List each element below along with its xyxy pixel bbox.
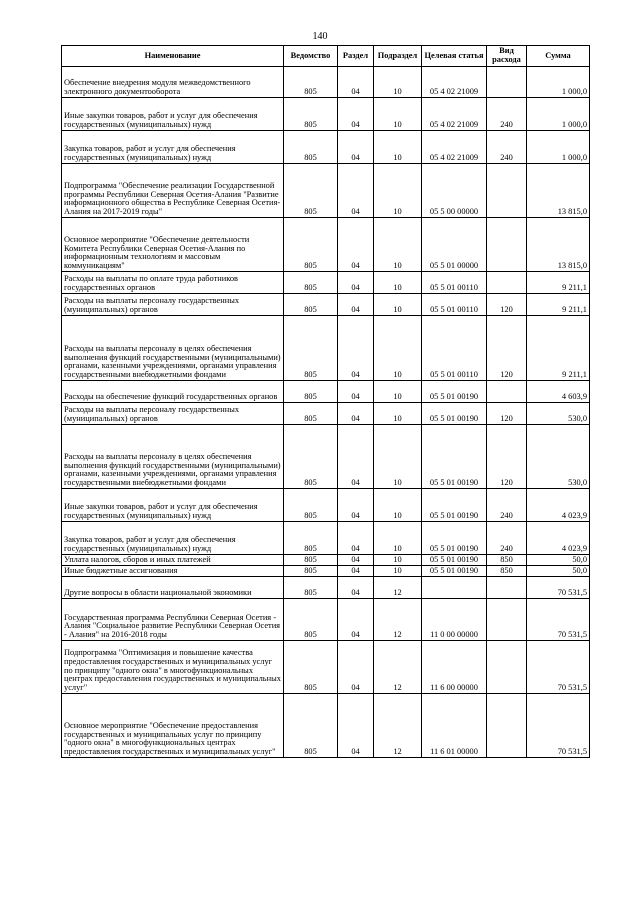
cell-vedomstvo: 805 [284, 316, 338, 381]
table-row [62, 694, 590, 758]
cell-vid [487, 641, 527, 694]
cell-razdel: 04 [338, 131, 374, 164]
cell-podrazdel: 10 [374, 522, 422, 555]
cell-podrazdel: 10 [374, 403, 422, 425]
cell-celevaya: 05 5 01 00190 [422, 381, 487, 403]
cell-vedomstvo: 805 [284, 577, 338, 599]
cell-razdel: 04 [338, 599, 374, 641]
cell-podrazdel: 10 [374, 425, 422, 489]
cell-razdel: 04 [338, 272, 374, 294]
cell-vedomstvo: 805 [284, 599, 338, 641]
cell-podrazdel: 10 [374, 566, 422, 577]
table-row [62, 403, 590, 425]
table-row [62, 67, 590, 98]
cell-celevaya: 05 5 01 00190 [422, 522, 487, 555]
cell-vid [487, 381, 527, 403]
cell-name: Расходы на выплаты персоналу государственных (муниципальных) органов [62, 403, 284, 425]
cell-celevaya: 05 4 02 21009 [422, 67, 487, 98]
table-row [62, 522, 590, 555]
cell-celevaya: 11 0 00 00000 [422, 599, 487, 641]
cell-summa: 4 603,9 [527, 381, 590, 403]
cell-vid: 850 [487, 555, 527, 566]
cell-vedomstvo: 805 [284, 403, 338, 425]
cell-razdel: 04 [338, 403, 374, 425]
header-razdel: Раздел [338, 46, 374, 67]
table-row [62, 98, 590, 131]
cell-vedomstvo: 805 [284, 566, 338, 577]
cell-razdel: 04 [338, 67, 374, 98]
cell-vedomstvo: 805 [284, 164, 338, 218]
cell-vid: 120 [487, 294, 527, 316]
table-row [62, 555, 590, 566]
cell-razdel: 04 [338, 522, 374, 555]
table-row [62, 294, 590, 316]
cell-razdel: 04 [338, 316, 374, 381]
cell-celevaya: 05 5 01 00190 [422, 566, 487, 577]
cell-name: Расходы на выплаты персоналу государственных (муниципальных) органов [62, 294, 284, 316]
cell-podrazdel: 10 [374, 555, 422, 566]
table-row [62, 131, 590, 164]
cell-summa: 50,0 [527, 555, 590, 566]
cell-vedomstvo: 805 [284, 131, 338, 164]
cell-podrazdel: 10 [374, 67, 422, 98]
cell-name: Иные закупки товаров, работ и услуг для обеспечения государственных (муниципальных) нужд [62, 98, 284, 131]
cell-name: Обеспечение внедрения модуля межведомственного электронного документооборота [62, 67, 284, 98]
table-row [62, 272, 590, 294]
cell-name: Расходы на выплаты персоналу в целях обеспечения выполнения функций государственными (муниципальными) органами, казенными учреждениями, органами управления государственными внебюджетными фондами [62, 316, 284, 381]
cell-summa: 50,0 [527, 566, 590, 577]
cell-podrazdel: 10 [374, 381, 422, 403]
page-number: 140 [312, 31, 328, 42]
cell-vedomstvo: 805 [284, 272, 338, 294]
cell-summa: 1 000,0 [527, 67, 590, 98]
table-row [62, 566, 590, 577]
cell-name: Иные бюджетные ассигнования [62, 566, 284, 577]
cell-celevaya: 11 6 01 00000 [422, 694, 487, 758]
cell-podrazdel: 12 [374, 599, 422, 641]
cell-razdel: 04 [338, 381, 374, 403]
cell-vid [487, 164, 527, 218]
cell-razdel: 04 [338, 294, 374, 316]
cell-vedomstvo: 805 [284, 641, 338, 694]
cell-summa: 1 000,0 [527, 98, 590, 131]
cell-summa: 9 211,1 [527, 316, 590, 381]
cell-celevaya: 05 5 01 00110 [422, 294, 487, 316]
cell-vedomstvo: 805 [284, 555, 338, 566]
cell-podrazdel: 10 [374, 164, 422, 218]
cell-vid [487, 599, 527, 641]
cell-vid [487, 67, 527, 98]
cell-summa: 70 531,5 [527, 577, 590, 599]
cell-name: Закупка товаров, работ и услуг для обеспечения государственных (муниципальных) нужд [62, 131, 284, 164]
header-podrazdel: Подраздел [374, 46, 422, 67]
header-name: Наименование [62, 46, 284, 67]
cell-vid: 240 [487, 98, 527, 131]
cell-summa: 13 815,0 [527, 164, 590, 218]
cell-vedomstvo: 805 [284, 522, 338, 555]
cell-name: Расходы на обеспечение функций государственных органов [62, 381, 284, 403]
cell-name: Основное мероприятие "Обеспечение деятельности Комитета Республики Северная Осетия-Алания по информационным технологиям и массовым коммуникациям" [62, 218, 284, 272]
cell-summa: 4 023,9 [527, 522, 590, 555]
cell-podrazdel: 12 [374, 641, 422, 694]
cell-vid: 120 [487, 316, 527, 381]
table-row [62, 164, 590, 218]
cell-vedomstvo: 805 [284, 694, 338, 758]
cell-celevaya: 11 6 00 00000 [422, 641, 487, 694]
cell-celevaya: 05 5 01 00000 [422, 218, 487, 272]
budget-table [61, 45, 590, 758]
cell-podrazdel: 10 [374, 131, 422, 164]
cell-razdel: 04 [338, 577, 374, 599]
cell-podrazdel: 12 [374, 694, 422, 758]
table-row [62, 316, 590, 381]
table-row [62, 381, 590, 403]
cell-vid [487, 218, 527, 272]
cell-vid: 240 [487, 131, 527, 164]
cell-podrazdel: 10 [374, 489, 422, 522]
cell-razdel: 04 [338, 555, 374, 566]
cell-vid [487, 694, 527, 758]
cell-vid [487, 272, 527, 294]
cell-podrazdel: 10 [374, 316, 422, 381]
cell-podrazdel: 10 [374, 218, 422, 272]
cell-celevaya [422, 577, 487, 599]
cell-razdel: 04 [338, 489, 374, 522]
cell-celevaya: 05 4 02 21009 [422, 98, 487, 131]
cell-name: Расходы на выплаты по оплате труда работников государственных органов [62, 272, 284, 294]
cell-podrazdel: 10 [374, 294, 422, 316]
cell-vid: 120 [487, 425, 527, 489]
cell-celevaya: 05 5 00 00000 [422, 164, 487, 218]
cell-summa: 13 815,0 [527, 218, 590, 272]
cell-vedomstvo: 805 [284, 218, 338, 272]
cell-summa: 9 211,1 [527, 272, 590, 294]
cell-name: Государственная программа Республики Северная Осетия - Алания "Социальное развитие Республики Северная Осетия - Алания" на 2016-2018 годы [62, 599, 284, 641]
cell-celevaya: 05 5 01 00190 [422, 555, 487, 566]
table-row [62, 599, 590, 641]
header-celevaya: Целевая статья [422, 46, 487, 67]
cell-vid [487, 577, 527, 599]
cell-celevaya: 05 5 01 00190 [422, 425, 487, 489]
table-row [62, 218, 590, 272]
cell-celevaya: 05 4 02 21009 [422, 131, 487, 164]
cell-celevaya: 05 5 01 00190 [422, 489, 487, 522]
cell-summa: 70 531,5 [527, 641, 590, 694]
cell-summa: 530,0 [527, 425, 590, 489]
cell-name: Иные закупки товаров, работ и услуг для обеспечения государственных (муниципальных) нужд [62, 489, 284, 522]
cell-vedomstvo: 805 [284, 67, 338, 98]
cell-podrazdel: 10 [374, 98, 422, 131]
cell-name: Подпрограмма "Оптимизация и повышение качества предоставления государственных и муниципальных услуг по принципу "одного окна" в многофункциональных центрах предоставления государственных и муниципальных услуг" [62, 641, 284, 694]
cell-summa: 530,0 [527, 403, 590, 425]
cell-name: Основное мероприятие "Обеспечение предоставления государственных и муниципальных услуг по принципу "одного окна" в многофункциональных центрах предоставления государственных и муниципальных услуг" [62, 694, 284, 758]
table-row [62, 641, 590, 694]
cell-razdel: 04 [338, 641, 374, 694]
cell-summa: 70 531,5 [527, 599, 590, 641]
cell-vedomstvo: 805 [284, 489, 338, 522]
table-row [62, 425, 590, 489]
cell-vid: 240 [487, 489, 527, 522]
table-row [62, 489, 590, 522]
header-vedomstvo: Ведомство [284, 46, 338, 67]
cell-vid: 240 [487, 522, 527, 555]
cell-celevaya: 05 5 01 00190 [422, 403, 487, 425]
cell-summa: 9 211,1 [527, 294, 590, 316]
cell-razdel: 04 [338, 164, 374, 218]
cell-name: Другие вопросы в области национальной экономики [62, 577, 284, 599]
cell-razdel: 04 [338, 218, 374, 272]
cell-celevaya: 05 5 01 00110 [422, 272, 487, 294]
cell-razdel: 04 [338, 694, 374, 758]
cell-vedomstvo: 805 [284, 425, 338, 489]
cell-vid: 850 [487, 566, 527, 577]
header-summa: Сумма [527, 46, 590, 67]
header-row [62, 46, 590, 67]
cell-podrazdel: 12 [374, 577, 422, 599]
cell-vedomstvo: 805 [284, 381, 338, 403]
cell-summa: 1 000,0 [527, 131, 590, 164]
cell-name: Расходы на выплаты персоналу в целях обеспечения выполнения функций государственными (муниципальными) органами, казенными учреждениями, органами управления государственными внебюджетными фондами [62, 425, 284, 489]
table-row [62, 577, 590, 599]
header-vid: Вид расхода [487, 46, 527, 67]
cell-summa: 70 531,5 [527, 694, 590, 758]
cell-name: Закупка товаров, работ и услуг для обеспечения государственных (муниципальных) нужд [62, 522, 284, 555]
cell-razdel: 04 [338, 425, 374, 489]
cell-vedomstvo: 805 [284, 98, 338, 131]
cell-summa: 4 023,9 [527, 489, 590, 522]
cell-name: Уплата налогов, сборов и иных платежей [62, 555, 284, 566]
cell-vid: 120 [487, 403, 527, 425]
cell-razdel: 04 [338, 566, 374, 577]
cell-celevaya: 05 5 01 00110 [422, 316, 487, 381]
cell-vedomstvo: 805 [284, 294, 338, 316]
cell-name: Подпрограмма "Обеспечение реализации Государственной программы Республики Северная Осетия-Алания "Развитие информационного общества в Республике Северная Осетия-Алания на 2017-2019 годы" [62, 164, 284, 218]
cell-podrazdel: 10 [374, 272, 422, 294]
cell-razdel: 04 [338, 98, 374, 131]
